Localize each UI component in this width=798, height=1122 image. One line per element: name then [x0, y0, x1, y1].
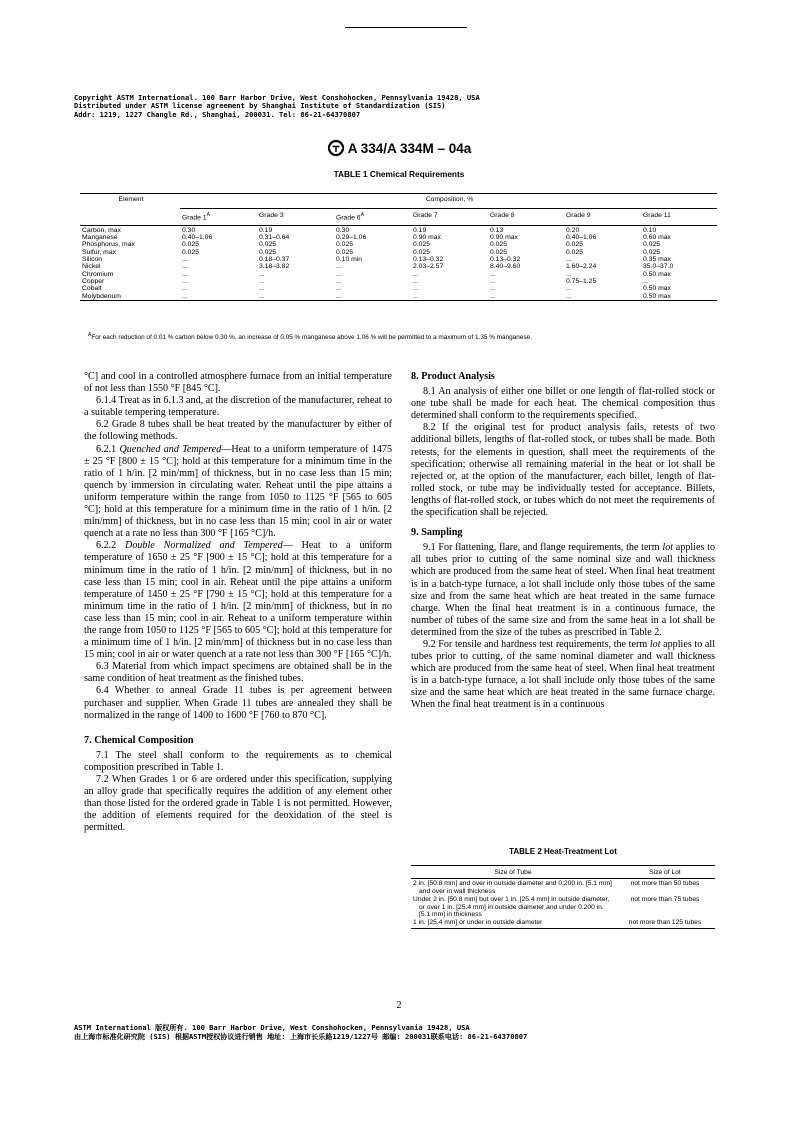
paragraph: 6.2 Grade 8 tubes shall be heat treated by the manufacturer by either of the following methods. — [84, 419, 392, 443]
grade-header: Grade $1^A$ — [180, 209, 257, 226]
paragraph: 6.3 Material from which impact specimens are obtained shall be in the same condition of heat treatment as the finished tubes. — [84, 661, 392, 685]
table-row: Silicon ... 0.18–0.37 0.10 min 0.13–0.32 0.13–0.32 ... 0.35 max — [82, 256, 671, 264]
top-rule — [345, 27, 467, 28]
table-row: Cobalt ... ... ... ... ... ... 0.50 max — [82, 285, 671, 293]
table1-caption: TABLE 1 Chemical Requirements — [333, 169, 465, 179]
copyright-notice — [74, 94, 480, 119]
paragraph: °C] and cool in a controlled atmosphere furnace from an initial temperature of not less than 1550 °F [845 °C]. — [84, 371, 392, 395]
page-number: 2 — [396, 1000, 402, 1011]
table-row: 1 in. [25.4 mm] or under in outside diameter not more than 125 tubes — [411, 918, 715, 928]
section-heading: 7. Chemical Composition — [84, 734, 194, 746]
grade-header: Grade 11 — [641, 209, 717, 226]
paragraph: 6.2.2 Double Normalized and Tempered— Heat to a uniform temperature of 1650 ± 25 °F [900 ± 15 °C]; hold at this temperature for a minimum time in the ratio of 1 h/in. [2 min/mm] of thickness, but in no case less than 15 min; cool in air. Reheat until the pipe attains a uniform temperature of 1450 ± 25 °F [790 ± 15 °C]; hold at this temperature for a minimum time in the ratio of 1 h/in. [2 min/mm] of thickness, but in no case less than 15 min; cool in air. Reheat to a uniform temperature within the range from 1050 to 1125 °F [565 to 605 °C]; hold at this temperature for a minimum time of 1 h/in. [2 min/mm] of thickness but in no case less than 15 min; cool in air or water quench at a rate not less than 300 °F [165 °C]/h. — [84, 540, 393, 661]
section-heading: 9. Sampling — [411, 527, 463, 539]
paragraph: 9.1 For flattening, flare, and flange requirements, the term lot applies to all tubes prior to cutting of the same nominal size and wall thickness which are produced from the same heat of steel. When final heat treatment is in a batch-type furnace, a lot shall include only those tubes of the same size and from the same heat which are heat treated in the same furnace charge. When the final heat treatment is in a continuous furnace, the number of tubes of the same size and from the same heat in a lot shall be determined from the size of the tubes as prescribed in Table 2. — [411, 542, 715, 638]
grade-header: Grade 8 — [488, 209, 564, 226]
section-heading: 8. Product Analysis — [411, 371, 495, 382]
astm-logo-icon — [327, 139, 345, 157]
table1-footnote: $^A$For each reduction of 0.01 % carbon below 0.30 %, an increase of 0.05 % manganese above 1.06 % will be permitted to a maximum of 1.35 % manganese. — [88, 332, 532, 342]
element-header: Element — [80, 194, 180, 209]
table-row: Phosphorus, max 0.025 0.025 0.025 0.025 0.025 0.025 0.025 — [82, 241, 661, 249]
paragraph: 6.1.4 Treat as in 6.1.3 and, at the discretion of the manufacturer, reheat to a suitable tempering temperature. — [84, 395, 392, 419]
paragraph: 8.1 An analysis of either one billet or one length of flat-rolled stock or one tube shall be made for each heat. The chemical composition thus determined shall conform to the requirements specified. — [411, 386, 715, 422]
grade-header: Grade 9 — [564, 209, 641, 226]
paragraph: 7.1 The steel shall conform to the requirements as to chemical composition prescribed in Table 1. — [84, 749, 392, 773]
copyright-line: Addr: 1219, 1227 Changle Rd., Shanghai, 200031. Tel: 86-21-64370807 — [74, 109, 361, 119]
table-row: Molybdenum ... ... ... ... ... ... 0.50 max — [80, 293, 717, 301]
table-row: Nickel ... 3.18–3.82 ... 2.03–2.57 8.40–9.60 1.60–2.24 35.0–37.0 — [82, 263, 674, 271]
designation: A 334/A 334M – 04a — [347, 141, 472, 156]
grade-header: Grade $6^A$ — [334, 209, 411, 226]
table-row: Chromium ... ... ... ... ... ... 0.50 max — [82, 270, 671, 278]
table-row: 2 in. [50.8 mm] and over in outside diameter and 0.200 in. [5.1 mm] and over in wall thickness not more than 50 tubes — [413, 880, 700, 895]
footer-line: 由上海市标准化研究院 (SIS) 根据ASTM授权协议进行销售 地址: 上海市长乐路1219/1227号 邮编: 200031联系电话: 86-21-64370807 — [74, 1032, 528, 1042]
table-row: Under 2 in. [50.8 mm] but over 1 in. [25.4 mm] in outside diameter, or over 1 in. [25.4 mm] in outside diameter and under 0.200 in. [5.1 mm] in thickness not more than 75 tubes — [413, 896, 700, 919]
table-row: Copper ... ... ... ... ... 0.75–1.25 ... — [82, 277, 649, 285]
size-of-tube-header: Size of Tube — [411, 866, 615, 879]
paragraph: 7.2 When Grades 1 or 6 are ordered under this specification, supplying an alloy grade that specifically requires the addition of any element other than those listed for the ordered grade in Table 1 is not permitted. However, the addition of elements required for the deoxidation of the steel is permitted. — [84, 774, 392, 834]
table-row: Sulfur, max 0.025 0.025 0.025 0.025 0.025 0.025 0.025 — [82, 248, 661, 256]
right-column — [411, 371, 715, 712]
chemical-requirements-table — [80, 193, 717, 301]
table2-caption: TABLE 2 Heat-Treatment Lot — [509, 847, 617, 856]
heat-treatment-lot-table — [411, 865, 715, 929]
designation-header — [0, 139, 798, 157]
composition-header: Composition, % — [180, 194, 717, 209]
grade-header: Grade 3 — [257, 209, 334, 226]
paragraph: 6.2.1 Quenched and Tempered—Heat to a uniform temperature of 1475 ± 25 °F [800 ± 15 °C]; hold at this temperature for a minimum time in the ratio of 1 h/in. [2 min/mm] of thickness, but in no case less than 15 min; quench by immersion in circulating water. Reheat until the pipe attains a uniform temperature within the range from 1050 to 1125 °F [565 to 605 °C]; hold at this temperature for a minimum time in the ratio of 1 h/in. [2 min/mm] of thickness, but in no case less than 15 min; cool in air or water quench at a rate no less than 300 °F [165 °C]/h. — [84, 443, 392, 540]
footer-line: ASTM International 版权所有. 100 Barr Harbor Drive, West Conshohocken, Pennsylvania 19428, USA — [74, 1023, 470, 1032]
left-column — [84, 371, 392, 834]
paragraph: 8.2 If the original test for product analysis fails, retests of two additional billets, lengths of flat-rolled stock, or tubes shall be made. Both retests, for the elements in question, shall meet the requirements of the specification; otherwise all remaining material in the heat or lot shall be rejected or, at the option of the manufacturer, each billet, length of flat-rolled stock, or tube may be individually tested for acceptance. Billets, lengths of flat-rolled stock, or tubes which do not meet the requirements of the specification shall be rejected. — [411, 422, 715, 519]
paragraph: 6.4 Whether to anneal Grade 11 tubes is per agreement between purchaser and supplier. When Grade 11 tubes are annealed they shall be normalized in the range of 1400 to 1600 °F [760 to 870 °C]. — [84, 685, 392, 721]
paragraph: 9.2 For tensile and hardness test requirements, the term lot applies to all tubes prior to cutting, of the same nominal diameter and wall thickness which are produced from the same heat of steel. When final heat treatment is in a batch-type furnace, a lot shall include only those tubes of the same size and the same heat which are heat treated in the same furnace charge. When the final heat treatment is in a continuous — [411, 638, 715, 711]
table-row: Carbon, max 0.30 0.19 0.30 0.19 0.13 0.20 0.10 — [80, 225, 717, 234]
table-row: Manganese 0.40–1.06 0.31–0.64 0.29–1.06 0.90 max 0.90 max 0.40–1.06 0.60 max — [82, 234, 671, 242]
copyright-line: Copyright ASTM International. 100 Barr Harbor Drive, West Conshohocken, Pennsylvania 19428, USA — [74, 93, 480, 102]
size-of-lot-header: Size of Lot — [615, 866, 715, 879]
grade-header: Grade 7 — [411, 209, 488, 226]
copyright-line: Distributed under ASTM license agreement by Shanghai Institute of Standardization (SIS) — [74, 101, 446, 111]
footer-notice — [74, 1023, 527, 1042]
